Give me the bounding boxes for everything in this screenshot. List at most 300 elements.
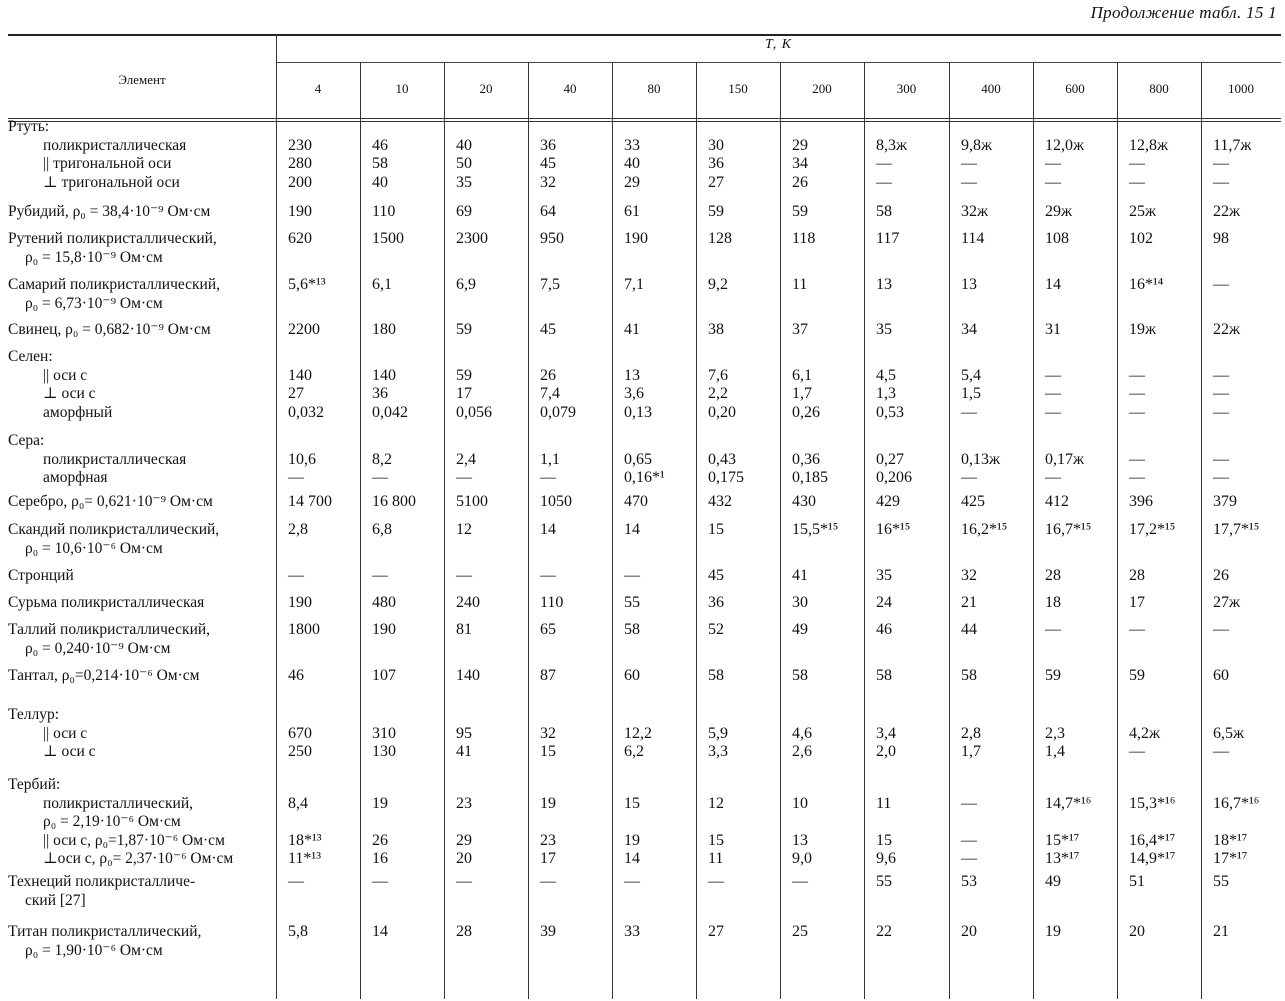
value-cell: — (792, 873, 808, 890)
value-cell: 59 (792, 203, 808, 220)
value-cell: 8,4 (288, 794, 308, 812)
value-cell: 5,9 (708, 724, 728, 742)
value-cell: 52 (708, 621, 724, 638)
value-cell: — (288, 469, 304, 486)
value-cell: — (540, 469, 556, 486)
row-line (8, 249, 1281, 266)
element-label: Тербий: (8, 776, 61, 793)
element-label: Титан поликристаллический, (8, 923, 202, 940)
value-cell: 16*¹⁴ (1129, 276, 1164, 293)
value-cell: 128 (708, 230, 732, 247)
value-cell: 0,032 (288, 403, 324, 421)
element-label: ρ₀ = 2,19·10⁻⁶ Ом·см (43, 813, 181, 830)
row-line (8, 813, 1281, 830)
value-cell: 2300 (456, 230, 488, 247)
value-cell: 40 (372, 173, 388, 191)
value-cell: — (1129, 385, 1145, 402)
value-cell: 58 (792, 667, 808, 684)
row-line (8, 174, 1281, 191)
row-line (8, 521, 1281, 538)
value-cell: 200 (288, 173, 312, 191)
value-cell: 2200 (288, 321, 320, 338)
element-label: ский [27] (25, 891, 86, 909)
value-cell: 102 (1129, 230, 1153, 247)
value-cell: — (1129, 366, 1145, 384)
value-cell: 412 (1045, 493, 1069, 510)
row-line (8, 469, 1281, 486)
value-cell: 1800 (288, 621, 320, 638)
value-cell: 396 (1129, 493, 1153, 510)
value-cell: 6,8 (372, 521, 392, 538)
row-line (8, 892, 1281, 909)
element-label: поликристаллическая (43, 136, 187, 154)
value-cell: 0,20 (708, 403, 736, 421)
temperature-header: 800 (1149, 81, 1169, 96)
value-cell: 11 (708, 850, 724, 867)
value-cell: 17 (540, 850, 556, 867)
element-label: поликристаллическая (43, 450, 187, 468)
value-cell: 0,26 (792, 403, 820, 421)
element-label: || тригональной оси (43, 155, 172, 172)
value-cell: 20 (961, 923, 977, 940)
value-cell: 0,13ж (961, 450, 1001, 468)
value-cell: 8,2 (372, 450, 392, 468)
temperature-header: 10 (395, 81, 409, 96)
value-cell: 2,8 (288, 521, 308, 538)
value-cell: 118 (792, 230, 816, 247)
row-line (8, 594, 1281, 611)
element-label: Рутений поликристаллический, (8, 230, 217, 247)
value-cell: 180 (372, 321, 396, 338)
value-cell: 55 (1213, 873, 1229, 890)
value-cell: 22ж (1213, 321, 1241, 338)
value-cell: 26 (792, 173, 808, 191)
value-cell: 5100 (456, 493, 488, 510)
value-cell: 81 (456, 621, 472, 638)
value-cell: 45 (540, 321, 556, 338)
value-cell: 39 (540, 923, 556, 940)
temperature-header: 4 (314, 81, 322, 96)
value-cell: 2,6 (792, 743, 812, 760)
value-cell: — (1045, 155, 1061, 172)
row-line (8, 321, 1281, 338)
element-label: ρ₀ = 1,90·10⁻⁶ Ом·см (25, 941, 163, 959)
value-cell: 59 (1129, 667, 1145, 684)
row-line (8, 385, 1281, 402)
element-label: Таллий поликристаллический, (8, 621, 211, 638)
value-cell: 3,6 (624, 385, 644, 402)
value-cell: 19 (540, 794, 556, 812)
value-cell: 16,7*¹⁵ (1045, 521, 1092, 538)
value-cell: 240 (456, 594, 480, 611)
value-cell: 17,2*¹⁵ (1129, 521, 1176, 538)
value-cell: 15 (876, 831, 892, 849)
value-cell: — (372, 469, 388, 486)
value-cell: 36 (708, 155, 724, 172)
value-cell: 11 (876, 794, 892, 812)
row-line (8, 155, 1281, 172)
value-cell: 58 (876, 667, 892, 684)
value-cell: 32 (540, 173, 556, 191)
value-cell: — (1129, 173, 1145, 191)
value-cell: 12,8ж (1129, 136, 1169, 154)
value-cell: 2,3 (1045, 724, 1065, 742)
element-label: Скандий поликристаллический, (8, 521, 220, 538)
row-line (8, 795, 1281, 812)
value-cell: 250 (288, 743, 312, 760)
value-cell: 15*¹⁷ (1045, 831, 1080, 849)
row-line (8, 776, 1281, 793)
value-cell: 20 (1129, 923, 1145, 940)
value-cell: — (1129, 621, 1145, 638)
row-line (8, 118, 1281, 135)
value-cell: 11 (792, 276, 808, 293)
value-cell: 190 (624, 230, 648, 247)
value-cell: 33 (624, 923, 640, 940)
value-cell: 14 (372, 923, 388, 940)
value-cell: — (1213, 155, 1229, 172)
value-cell: 12,0ж (1045, 136, 1085, 154)
value-cell: 49 (792, 621, 808, 638)
value-cell: 14 (624, 850, 640, 867)
value-cell: — (1213, 469, 1229, 486)
value-cell: 55 (624, 594, 640, 611)
value-cell: 55 (876, 873, 892, 890)
value-cell: — (456, 469, 472, 486)
row-line (8, 203, 1281, 220)
value-cell: — (708, 873, 724, 890)
value-cell: 15 (708, 831, 724, 849)
value-cell: 2,2 (708, 385, 728, 402)
value-cell: 0,17ж (1045, 450, 1085, 468)
value-cell: 17,7*¹⁵ (1213, 521, 1260, 538)
value-cell: 58 (876, 203, 892, 220)
value-cell: 23 (540, 831, 556, 849)
value-cell: 16,7*¹⁶ (1213, 794, 1260, 812)
element-label: || оси c (43, 366, 88, 384)
value-cell: 25 (792, 923, 808, 940)
value-cell: 59 (456, 366, 472, 384)
value-cell: 38 (708, 321, 724, 338)
value-cell: 58 (372, 155, 388, 172)
value-cell: 18*¹³ (288, 831, 322, 849)
value-cell: — (1129, 743, 1145, 760)
row-line (8, 873, 1281, 890)
value-cell: 29 (624, 173, 640, 191)
temperature-header: 300 (896, 81, 917, 96)
value-cell: — (288, 873, 304, 890)
value-cell: 61 (624, 203, 640, 220)
value-cell: 140 (456, 667, 480, 684)
value-cell: — (961, 831, 977, 849)
value-cell: 53 (961, 873, 977, 890)
value-cell: 0,43 (708, 450, 736, 468)
element-label: Теллур: (8, 706, 60, 723)
value-cell: 1500 (372, 230, 404, 247)
row-line (8, 230, 1281, 247)
value-cell: 7,4 (540, 385, 560, 402)
element-label: Тантал, ρ₀=0,214·10⁻⁶ Ом·см (8, 667, 200, 684)
temperature-group-header: T, K (764, 37, 793, 52)
value-cell: 430 (792, 493, 816, 510)
value-cell: 5,4 (961, 366, 981, 384)
value-cell: 17*¹⁷ (1213, 850, 1248, 867)
row-line (8, 348, 1281, 365)
value-cell: 140 (372, 366, 396, 384)
value-cell: 28 (1129, 567, 1145, 584)
value-cell: 30 (792, 594, 808, 611)
value-cell: 51 (1129, 873, 1145, 890)
element-label: Свинец, ρ₀ = 0,682·10⁻⁹ Ом·см (8, 321, 211, 338)
value-cell: 28 (456, 923, 472, 940)
row-line (8, 942, 1281, 959)
value-cell: 23 (456, 794, 472, 812)
value-cell: 18*¹⁷ (1213, 831, 1248, 849)
row-line (8, 743, 1281, 760)
value-cell: 1050 (540, 493, 572, 510)
value-cell: — (456, 567, 472, 584)
value-cell: 14 (540, 521, 556, 538)
temperature-header: 1000 (1228, 81, 1254, 96)
value-cell: 379 (1213, 493, 1237, 510)
table-top-rule (8, 34, 1281, 36)
value-cell: 9,2 (708, 276, 728, 293)
value-cell: 34 (792, 155, 808, 172)
value-cell: 58 (961, 667, 977, 684)
value-cell: 2,0 (876, 743, 896, 760)
value-cell: 21 (1213, 923, 1229, 940)
value-cell: 58 (624, 621, 640, 638)
value-cell: 13 (876, 276, 892, 293)
value-cell: 36 (540, 136, 556, 154)
value-cell: 620 (288, 230, 312, 247)
value-cell: 15 (624, 794, 640, 812)
element-label: || оси c (43, 724, 88, 742)
value-cell: 1,7 (792, 385, 812, 402)
value-cell: 46 (288, 667, 304, 684)
value-cell: 6,5ж (1213, 724, 1245, 742)
value-cell: 59 (1045, 667, 1061, 684)
value-cell: 16 800 (372, 493, 416, 510)
value-cell: 32 (961, 567, 977, 584)
value-cell: 110 (540, 594, 564, 611)
value-cell: 15 (708, 521, 724, 538)
element-label: Рубидий, ρ₀ = 38,4·10⁻⁹ Ом·см (8, 203, 211, 220)
element-label: ⊥оси c, ρ₀= 2,37·10⁻⁶ Ом·см (43, 850, 234, 867)
value-cell: 32 (540, 724, 556, 742)
header-group-rule (276, 62, 1281, 63)
value-cell: — (1213, 276, 1229, 293)
value-cell: 44 (961, 621, 977, 638)
value-cell: 16 (372, 850, 388, 867)
value-cell: — (1213, 743, 1229, 760)
value-cell: 26 (540, 366, 556, 384)
element-column-header: Элемент (118, 72, 166, 87)
value-cell: 17 (1129, 594, 1145, 611)
value-cell: — (1129, 403, 1145, 421)
row-line (8, 432, 1281, 449)
temperature-header: 150 (728, 81, 748, 96)
value-cell: 7,6 (708, 366, 728, 384)
value-cell: 4,2ж (1129, 724, 1161, 742)
value-cell: 108 (1045, 230, 1069, 247)
row-line (8, 850, 1281, 867)
row-line (8, 832, 1281, 849)
row-line (8, 540, 1281, 557)
value-cell: — (876, 155, 892, 172)
value-cell: 16*¹⁵ (876, 521, 911, 538)
value-cell: 26 (372, 831, 388, 849)
value-cell: 64 (540, 203, 556, 220)
value-cell: 33 (624, 136, 640, 154)
element-label: ρ₀ = 10,6·10⁻⁶ Ом·см (25, 539, 163, 557)
value-cell: 35 (456, 173, 472, 191)
value-cell: 5,6*¹³ (288, 276, 326, 293)
value-cell: 429 (876, 493, 900, 510)
value-cell: 22 (876, 923, 892, 940)
value-cell: 35 (876, 567, 892, 584)
value-cell: 14 700 (288, 493, 332, 510)
value-cell: 36 (372, 385, 388, 402)
row-line (8, 367, 1281, 384)
value-cell: — (961, 173, 977, 191)
value-cell: 46 (876, 621, 892, 638)
row-line (8, 640, 1281, 657)
value-cell: 25ж (1129, 203, 1157, 220)
value-cell: 13*¹⁷ (1045, 850, 1080, 867)
value-cell: 310 (372, 724, 396, 742)
value-cell: — (1129, 450, 1145, 468)
element-label: Ртуть: (8, 118, 50, 135)
value-cell: 46 (372, 136, 388, 154)
value-cell: 1,1 (540, 450, 560, 468)
element-label: ⊥ оси c (43, 743, 96, 760)
value-cell: — (1213, 621, 1229, 638)
value-cell: 1,7 (961, 743, 981, 760)
resistivity-table (8, 34, 1281, 999)
value-cell: — (876, 173, 892, 191)
value-cell: 15,5*¹⁵ (792, 521, 839, 538)
value-cell: 0,36 (792, 450, 820, 468)
value-cell: 60 (1213, 667, 1229, 684)
value-cell: 10 (792, 794, 808, 812)
value-cell: 950 (540, 230, 564, 247)
value-cell: 31 (1045, 321, 1061, 338)
value-cell: 130 (372, 743, 396, 760)
row-line (8, 137, 1281, 154)
value-cell: 11,7ж (1213, 136, 1252, 154)
element-label: аморфный (43, 403, 113, 421)
value-cell: 4,6 (792, 724, 812, 742)
value-cell: 14,9*¹⁷ (1129, 850, 1176, 867)
value-cell: 14 (624, 521, 640, 538)
value-cell: 27 (288, 385, 304, 402)
value-cell: — (624, 567, 640, 584)
value-cell: — (1045, 385, 1061, 402)
value-cell: 11*¹³ (288, 850, 321, 867)
value-cell: 0,079 (540, 403, 576, 421)
value-cell: 19 (372, 794, 388, 812)
element-label: аморфная (43, 469, 108, 486)
value-cell: 425 (961, 493, 985, 510)
value-cell: 280 (288, 155, 312, 172)
value-cell: 12,2 (624, 724, 652, 742)
value-cell: 21 (961, 594, 977, 611)
value-cell: 98 (1213, 230, 1229, 247)
value-cell: 32ж (961, 203, 989, 220)
element-label: Селен: (8, 348, 53, 365)
value-cell: — (1213, 173, 1229, 191)
value-cell: 41 (624, 321, 640, 338)
value-cell: 13 (961, 276, 977, 293)
value-cell: 13 (792, 831, 808, 849)
value-cell: — (372, 567, 388, 584)
value-cell: 15,3*¹⁶ (1129, 794, 1176, 812)
row-line (8, 567, 1281, 584)
value-cell: 27 (708, 923, 724, 940)
value-cell: 110 (372, 203, 396, 220)
value-cell: 34 (961, 321, 977, 338)
row-line (8, 667, 1281, 684)
value-cell: 27ж (1213, 594, 1241, 611)
element-label: || оси c, ρ₀=1,87·10⁻⁶ Ом·см (43, 831, 225, 849)
value-cell: 0,056 (456, 403, 492, 421)
value-cell: 6,1 (792, 366, 812, 384)
element-label: Технеций поликристалличе- (8, 873, 196, 890)
value-cell: — (624, 873, 640, 890)
value-cell: 2,8 (961, 724, 981, 742)
value-cell: 16,4*¹⁷ (1129, 831, 1176, 849)
value-cell: 117 (876, 230, 900, 247)
temperature-header: 20 (479, 81, 493, 96)
value-cell: 4,5 (876, 366, 896, 384)
value-cell: 6,2 (624, 743, 644, 760)
value-cell: 0,16*¹ (624, 469, 665, 486)
value-cell: 114 (961, 230, 985, 247)
value-cell: 49 (1045, 873, 1061, 890)
value-cell: 1,3 (876, 385, 896, 402)
element-label: поликристаллический, (43, 794, 194, 812)
value-cell: 5,8 (288, 923, 308, 940)
value-cell: 107 (372, 667, 396, 684)
value-cell: 30 (708, 136, 724, 154)
value-cell: 7,1 (624, 276, 644, 293)
row-line (8, 706, 1281, 723)
value-cell: — (1213, 385, 1229, 402)
value-cell: — (1045, 366, 1061, 384)
element-label: Серебро, ρ₀= 0,621·10⁻⁹ Ом·см (8, 493, 213, 510)
value-cell: — (1045, 621, 1061, 638)
value-cell: 14,7*¹⁶ (1045, 794, 1092, 812)
value-cell: — (961, 794, 977, 812)
value-cell: 670 (288, 724, 312, 742)
value-cell: 41 (456, 743, 472, 760)
element-label: Сера: (8, 432, 45, 449)
value-cell: 50 (456, 155, 472, 172)
value-cell: 6,1 (372, 276, 392, 293)
value-cell: 1,4 (1045, 743, 1065, 760)
element-label: ρ₀ = 6,73·10⁻⁹ Ом·см (25, 294, 163, 312)
value-cell: 45 (708, 567, 724, 584)
value-cell: — (1129, 155, 1145, 172)
value-cell: 65 (540, 621, 556, 638)
value-cell: 190 (372, 621, 396, 638)
value-cell: 0,65 (624, 450, 652, 468)
value-cell: 2,4 (456, 450, 476, 468)
value-cell: 95 (456, 724, 472, 742)
value-cell: 69 (456, 203, 472, 220)
value-cell: 480 (372, 594, 396, 611)
